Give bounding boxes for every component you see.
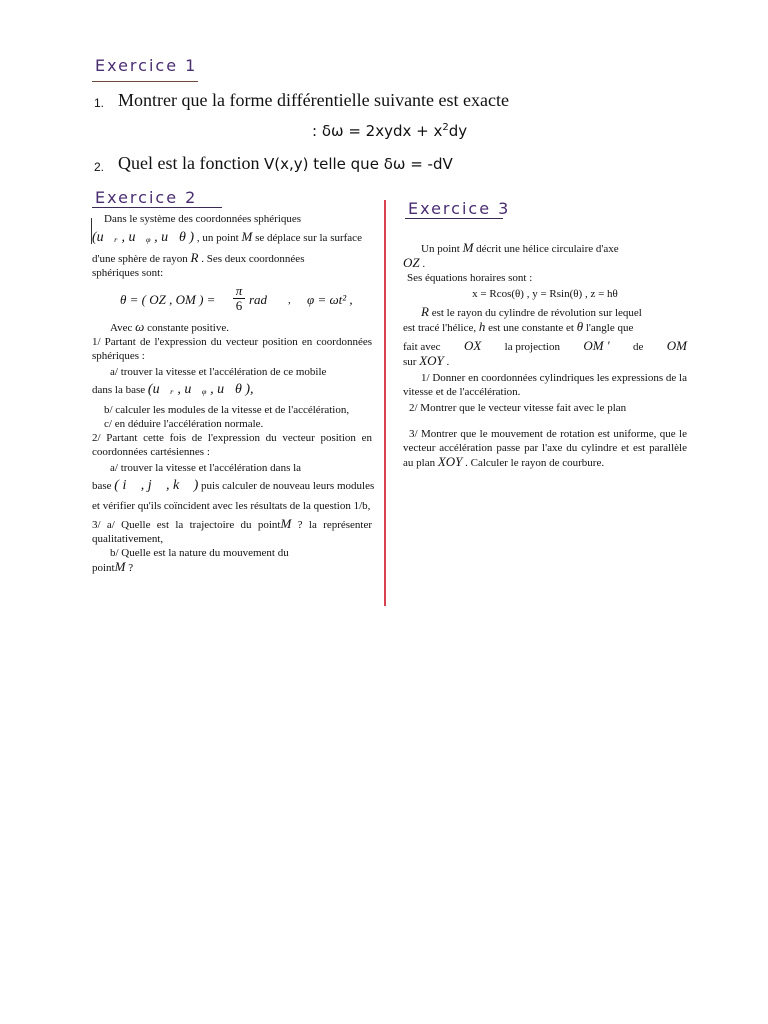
q2-line: [118, 153, 453, 174]
ex3-equations-label: Ses équations horaires sont :: [407, 272, 533, 284]
part3a-text: 3/ a/ Quelle est la trajectoire du point: [92, 519, 281, 531]
ex2-part2a-cont: et vérifier qu'ils coïncident avec les résultats de la question 1/b,: [92, 500, 371, 512]
ex2-part3b-point: [92, 560, 372, 575]
question-mark: ?: [128, 562, 134, 574]
ex2-avec-line: [92, 320, 372, 335]
plane-dot: .: [446, 356, 450, 368]
exercise-3-underline: [405, 218, 503, 219]
axis-dot: .: [422, 258, 426, 270]
radius-text: est le rayon du cylindre de révolution sur lequel: [431, 307, 642, 319]
formula-exponent: 2: [442, 122, 449, 133]
projection-text-3: de: [632, 341, 644, 353]
q2-text: Quel est la fonction: [118, 153, 264, 173]
exercise-3-body: [403, 241, 687, 470]
sphere-text: d'une sphère de rayon: [92, 253, 188, 265]
ex2-part1: 1/ Partant de l'expression du vecteur position en coordonnées sphériques :: [92, 336, 372, 362]
base-text-2: base: [92, 480, 112, 492]
question3-rest: . Calculer le rayon de courbure.: [465, 457, 605, 469]
theta-equation: θ = ( OZ , OM ) =: [120, 292, 216, 307]
ex2-part2: 2/ Partant cette fois de l'expression du vecteur position en coordonnées cartésiennes :: [92, 432, 372, 458]
ex3-plane-line: [403, 354, 687, 369]
ex2-part1a: a/ trouver la vitesse et l'accélération de ce mobile: [110, 366, 327, 378]
exercise-2-body: [92, 212, 375, 575]
constant-h: h: [478, 319, 486, 334]
avec-rest: constante positive.: [147, 322, 229, 334]
ex2-part3b: b/ Quelle est la nature du mouvement du: [110, 547, 289, 559]
spherical-basis: (u⃗ᵣ , u⃗ᵩ , u⃗θ ): [92, 230, 195, 245]
q2-function: V(x,y) telle que δω = -dV: [263, 155, 453, 173]
ex3-helix-line: [403, 320, 687, 335]
pi-over-six: [233, 284, 245, 313]
exercise-1-title: Exercice 1: [95, 56, 198, 75]
intro-rest: décrit une hélice circulaire d'axe: [476, 243, 619, 255]
column-separator: [384, 200, 386, 606]
ex3-intro: [403, 241, 687, 256]
ex3-radius-line: [403, 305, 687, 320]
angle-theta: θ: [576, 319, 584, 334]
spherical-basis-2: (u⃗ᵣ , u⃗ᵩ , u⃗θ ),: [147, 382, 254, 397]
helix-text: est tracé l'hélice,: [403, 322, 477, 334]
ex2-part2a-base: [92, 478, 375, 493]
ex3-question2: 2/ Montrer que le vecteur vitesse fait avec le plan: [409, 402, 627, 414]
plane-XOY-2: XOY: [437, 454, 463, 469]
sphere-text-rest: . Ses deux coordonnées: [201, 253, 305, 265]
exercise-2-title: Exercice 2: [95, 188, 198, 207]
left-margin-mark: [91, 218, 92, 244]
base-text: dans la base: [92, 384, 146, 396]
ex3-projection-line: [403, 339, 687, 354]
radius-R-2: R: [421, 304, 429, 319]
phi-equation: φ = ωt² ,: [307, 292, 353, 307]
base-rest: puis calculer de nouveau leurs modules: [201, 480, 375, 492]
omega-symbol: ω: [135, 319, 145, 334]
ex3-question1: 1/ Donner en coordonnées cylindriques les expressions de la vitesse et de l'accélération.: [403, 372, 687, 398]
helix-point-M: M: [462, 240, 474, 255]
axis-OZ: OZ: [403, 255, 420, 270]
projection-text: fait avec: [403, 341, 441, 353]
ex2-part1b: b/ calculer les modules de la vitesse et de l'accélération,: [104, 404, 350, 416]
plane-XOY: XOY: [419, 353, 444, 368]
ex2-text-rest: se déplace sur la surface: [255, 232, 362, 244]
axis-OX: OX: [463, 338, 482, 353]
ex2-basis-line: [92, 230, 372, 245]
ex3-question3: [403, 427, 687, 470]
projection-text-2: la projection: [504, 341, 560, 353]
pi-numerator: π: [233, 284, 245, 299]
plane-text: sur: [403, 356, 417, 368]
q2-number: 2.: [94, 160, 105, 174]
point-M-2: M: [280, 516, 292, 531]
formula-prefix: : δω = 2xydx + x: [312, 122, 443, 140]
vector-OM: OM: [666, 338, 687, 353]
rad-unit: rad: [249, 292, 268, 307]
ex2-equations: [92, 283, 372, 316]
exercise-3-title: Exercice 3: [408, 199, 511, 218]
ex2-intro-line: Dans le système des coordonnées sphériques: [104, 213, 302, 225]
radius-R: R: [190, 250, 199, 265]
part3a-rest: ? la représenter qualitativement,: [92, 519, 373, 545]
six-denominator: 6: [235, 298, 243, 313]
ex2-part1c: c/ en déduire l'accélération normale.: [104, 418, 264, 430]
q1-text: Montrer que la forme différentielle suivante est exacte: [118, 90, 509, 110]
ex3-equations: x = Rcos(θ) , y = Rsin(θ) , z = hθ: [472, 288, 618, 300]
projection-OM-prime: OM ': [583, 338, 610, 353]
avec-text: Avec: [110, 322, 133, 334]
exact-form-formula: [312, 122, 467, 140]
cartesian-basis: ( i⃗ , j⃗ , k⃗ ): [114, 478, 199, 493]
ex2-coords-line: sphériques sont:: [92, 267, 164, 279]
exercise-1-underline: [92, 81, 198, 82]
ex2-sphere-line: [92, 251, 372, 266]
q1-number: 1.: [94, 96, 105, 110]
formula-suffix: dy: [448, 122, 468, 140]
ex2-part1a-base: [92, 383, 372, 397]
question3-text: 3/ Montrer que le mouvement de rotation est uniforme, que le vecteur accélération passe par l'axe du cylindre et est parallèle au plan: [403, 428, 687, 469]
helix-text-3: l'angle que: [585, 322, 634, 334]
ex2-part3a: [92, 517, 372, 546]
equation-comma: ,: [288, 294, 291, 306]
helix-text-2: est une constante et: [488, 322, 574, 334]
ex2-part2a: a/ trouver la vitesse et l'accélération dans la: [110, 462, 302, 474]
ex2-text: , un point: [196, 232, 239, 244]
point-M: M: [241, 229, 253, 244]
intro-text: Un point: [421, 243, 460, 255]
point-text: point: [92, 562, 115, 574]
ex3-axis: [403, 256, 687, 271]
exercise-2-underline: [92, 207, 222, 208]
point-M-3: M: [114, 559, 126, 574]
